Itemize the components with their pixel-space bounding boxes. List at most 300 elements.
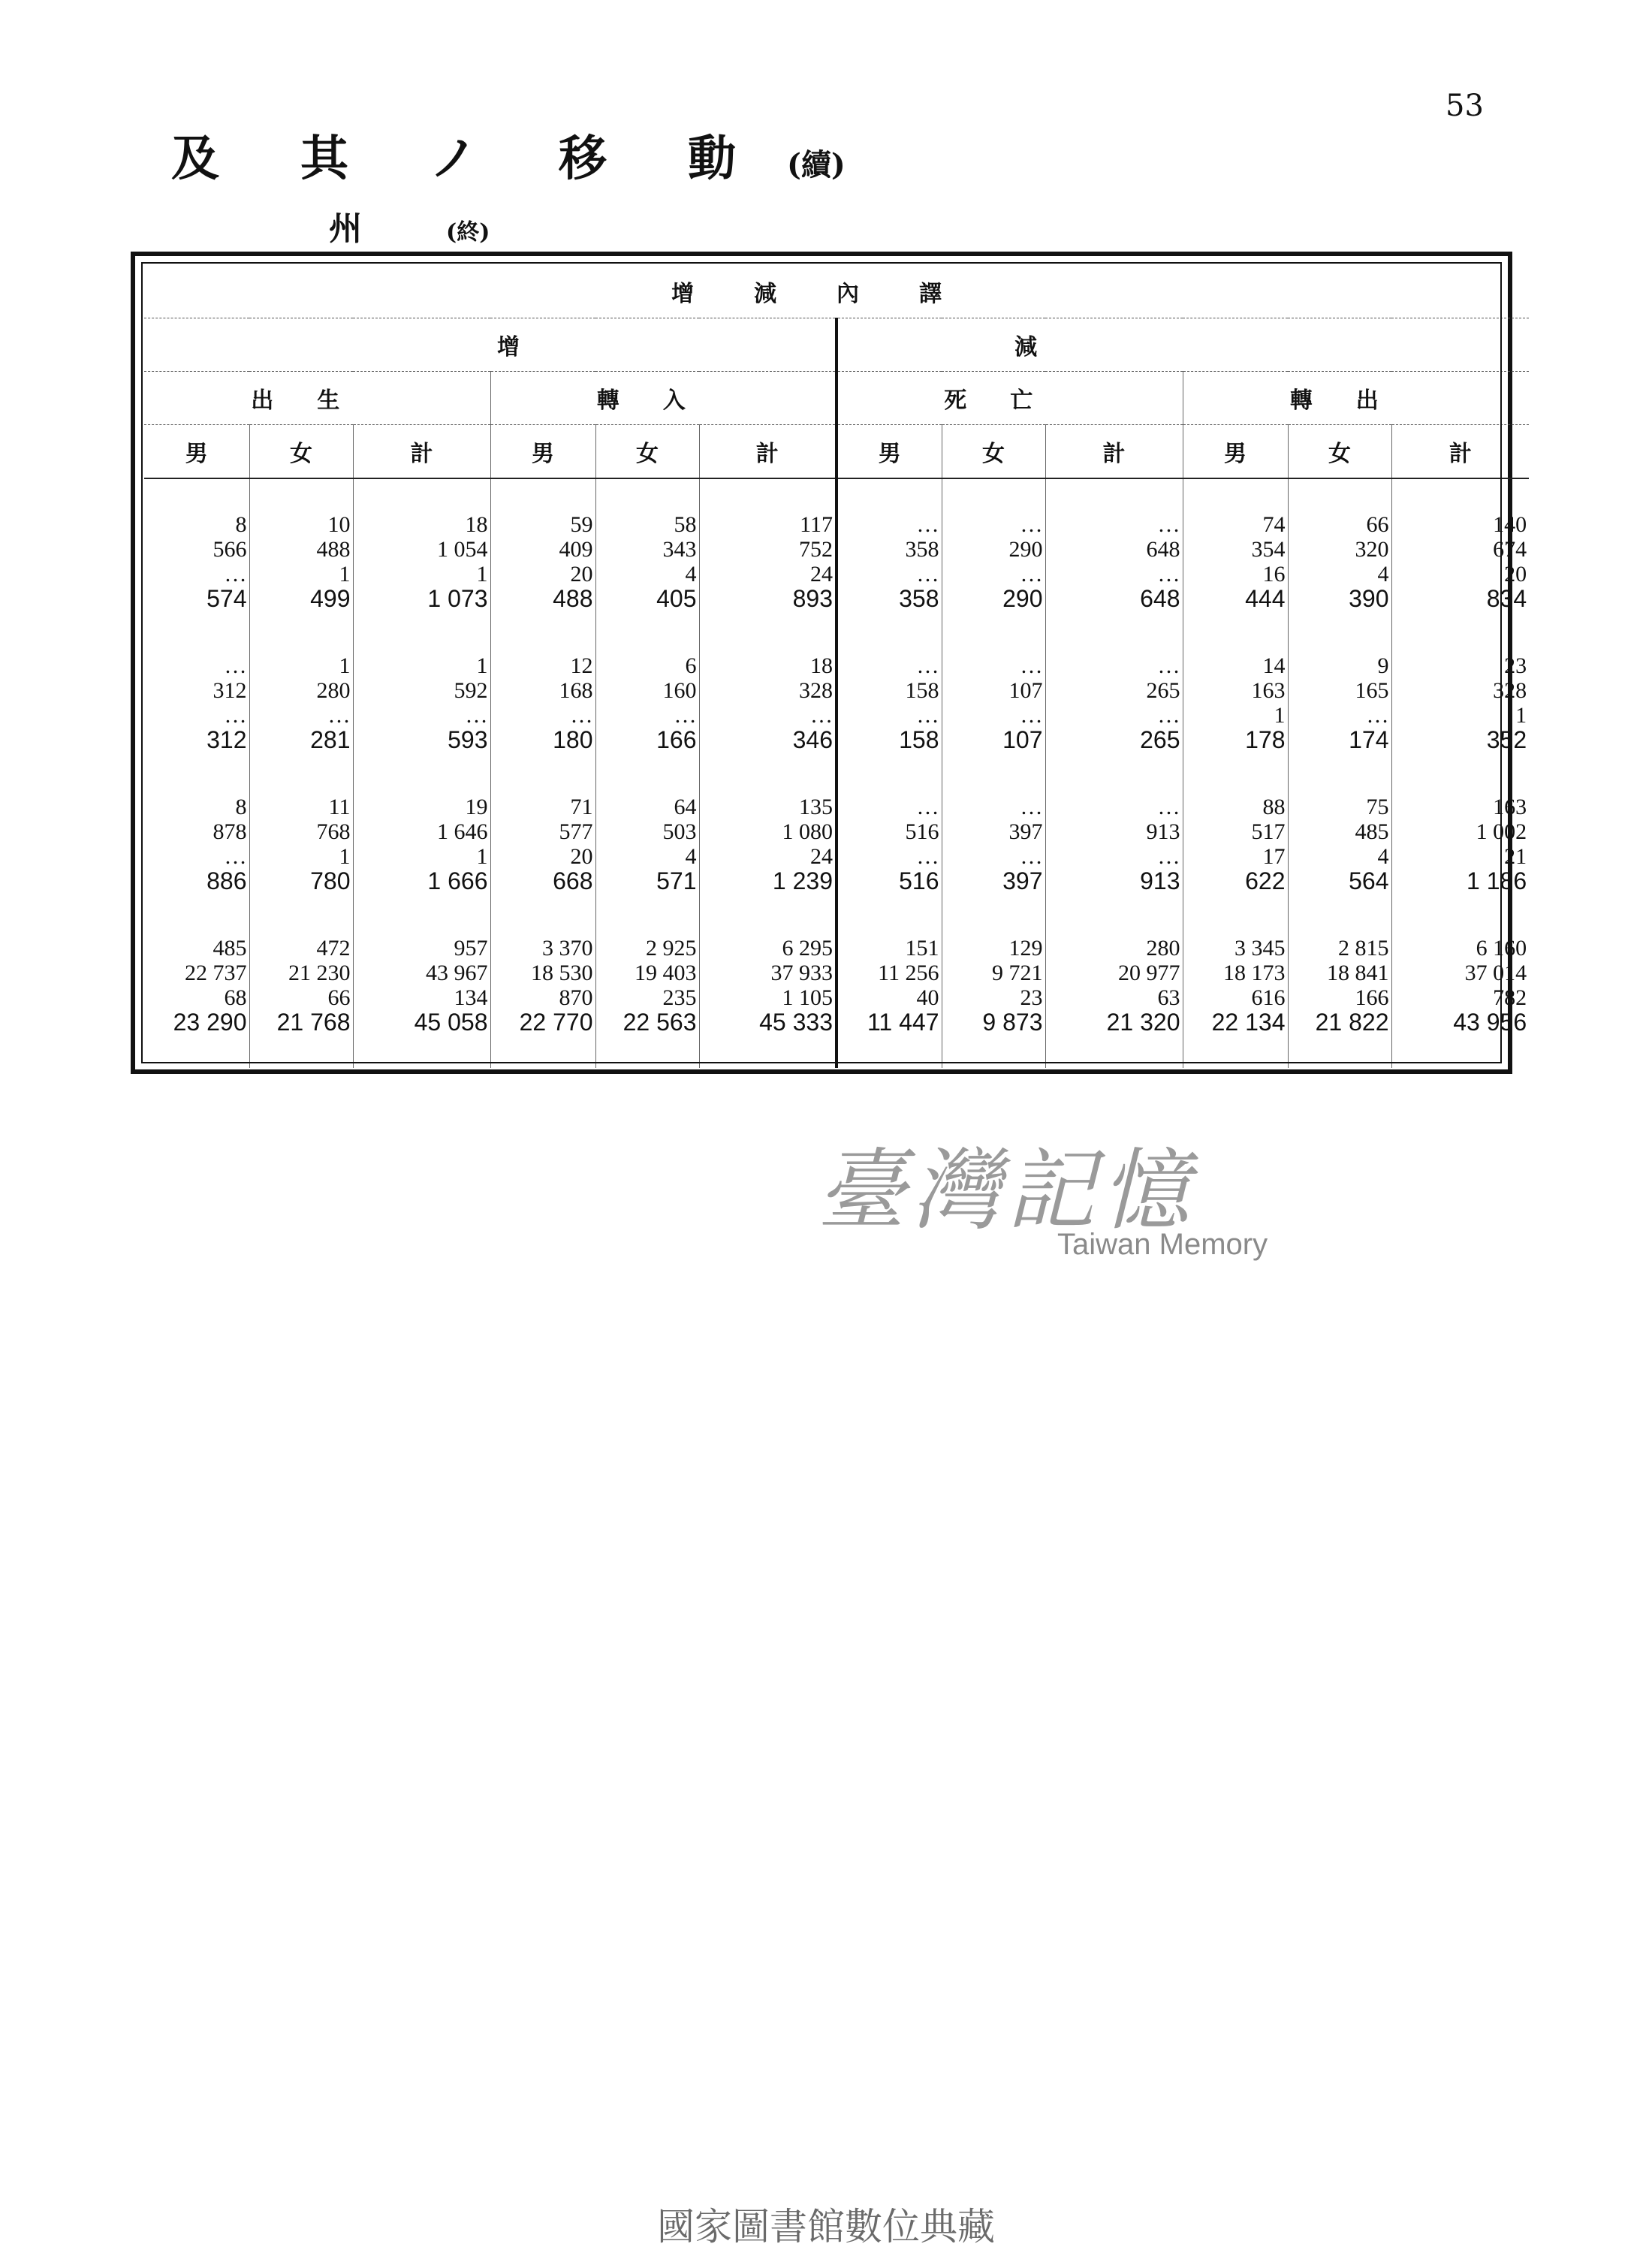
total-cell: 488 <box>490 587 595 611</box>
col-female: 女 <box>249 425 353 479</box>
data-cell: 1 105 <box>699 985 837 1010</box>
gap-cell <box>837 894 942 936</box>
total-cell: 397 <box>942 869 1045 894</box>
total-cell: 21 320 <box>1045 1010 1183 1035</box>
data-cell: 1 080 <box>699 819 837 844</box>
data-cell: 37 933 <box>699 961 837 985</box>
data-cell: 1 054 <box>353 537 490 562</box>
data-cell: … <box>1288 703 1391 728</box>
row-gap <box>144 478 1529 512</box>
data-cell: 20 <box>490 844 595 869</box>
total-cell: 107 <box>942 728 1045 753</box>
data-cell: 9 <box>1288 653 1391 678</box>
col-total: 計 <box>1045 425 1183 479</box>
data-cell: 163 <box>1391 795 1529 819</box>
data-cell: 6 295 <box>699 936 837 961</box>
gap-cell <box>144 478 249 512</box>
data-cell: 312 <box>213 678 247 703</box>
gap-cell <box>144 894 249 936</box>
data-cell: 878 <box>213 819 247 844</box>
row-gap <box>144 753 1529 795</box>
gap-cell <box>490 478 595 512</box>
total-cell: 668 <box>490 869 595 894</box>
data-cell: 8 <box>235 512 247 537</box>
gap-cell <box>353 1035 490 1068</box>
table-row <box>144 703 1529 728</box>
gap-cell <box>1391 894 1529 936</box>
col-female: 女 <box>942 425 1045 479</box>
data-cell: 12 <box>490 653 595 678</box>
col-male: 男 <box>490 425 595 479</box>
data-cell: 129 <box>942 936 1045 961</box>
subtitle-text: 州 <box>329 210 362 248</box>
data-cell: 235 <box>595 985 699 1010</box>
data-cell: 18 841 <box>1288 961 1391 985</box>
data-cell: 14 <box>1183 653 1288 678</box>
gap-cell <box>1045 753 1183 795</box>
data-cell: 168 <box>490 678 595 703</box>
data-cell: 71 <box>490 795 595 819</box>
gap-cell <box>249 611 353 653</box>
table-row <box>144 936 1529 961</box>
gap-cell <box>837 1035 942 1068</box>
data-cell: 358 <box>837 537 942 562</box>
statistics-table-frame <box>131 252 1527 1074</box>
total-cell: 346 <box>699 728 837 753</box>
data-cell: 343 <box>595 537 699 562</box>
col-male: 男 <box>144 425 249 479</box>
col-total: 計 <box>1391 425 1529 479</box>
data-cell: 64 <box>595 795 699 819</box>
gap-cell <box>144 611 249 653</box>
data-cell: 18 <box>699 653 837 678</box>
header-transfer-out: 轉出 <box>1183 372 1529 425</box>
data-cell: … <box>942 512 1045 537</box>
col-total: 計 <box>699 425 837 479</box>
data-cell: 328 <box>1391 678 1529 703</box>
data-cell: 1 <box>249 844 353 869</box>
total-cell: 178 <box>1183 728 1288 753</box>
data-cell: … <box>837 512 942 537</box>
data-cell: … <box>1045 795 1183 819</box>
data-cell: 9 721 <box>942 961 1045 985</box>
row-gap <box>144 1035 1529 1068</box>
title-continued: (續) <box>787 147 846 182</box>
gap-cell <box>595 478 699 512</box>
data-cell: 68 <box>224 985 247 1010</box>
data-cell: … <box>490 703 595 728</box>
total-cell: 1 186 <box>1391 869 1529 894</box>
col-female: 女 <box>595 425 699 479</box>
total-cell: 23 290 <box>173 1009 247 1036</box>
table-row <box>144 1010 1529 1035</box>
gap-cell <box>490 1035 595 1068</box>
total-cell: 834 <box>1391 587 1529 611</box>
gap-cell <box>1183 894 1288 936</box>
data-cell: 870 <box>490 985 595 1010</box>
gap-cell <box>1288 753 1391 795</box>
data-cell: … <box>837 795 942 819</box>
total-cell: 516 <box>837 869 942 894</box>
gap-cell <box>249 478 353 512</box>
gap-cell <box>249 753 353 795</box>
col-total: 計 <box>353 425 490 479</box>
data-cell: 290 <box>942 537 1045 562</box>
gap-cell <box>1183 611 1288 653</box>
total-cell: 593 <box>353 728 490 753</box>
gap-cell <box>942 753 1045 795</box>
gap-cell <box>1045 478 1183 512</box>
data-cell: 140 <box>1391 512 1529 537</box>
data-cell: 17 <box>1183 844 1288 869</box>
gap-cell <box>1183 1035 1288 1068</box>
gap-cell <box>1288 894 1391 936</box>
table-body <box>144 478 1529 1068</box>
gap-cell <box>353 894 490 936</box>
data-cell: 1 646 <box>353 819 490 844</box>
data-cell: 4 <box>1288 562 1391 587</box>
data-cell: 472 <box>249 936 353 961</box>
gap-cell <box>699 753 837 795</box>
total-cell: 622 <box>1183 869 1288 894</box>
total-cell: 21 768 <box>249 1010 353 1035</box>
data-cell: 16 <box>1183 562 1288 587</box>
gap-cell <box>1183 478 1288 512</box>
data-cell: 151 <box>837 936 942 961</box>
data-cell: … <box>942 653 1045 678</box>
gap-cell <box>837 753 942 795</box>
data-cell: … <box>353 703 490 728</box>
total-cell: 405 <box>595 587 699 611</box>
data-cell: 1 <box>249 653 353 678</box>
data-cell: … <box>249 703 353 728</box>
total-cell: 1 073 <box>353 587 490 611</box>
total-cell: 574 <box>206 585 247 612</box>
data-cell: 752 <box>699 537 837 562</box>
data-cell: 1 <box>353 562 490 587</box>
total-cell: 45 058 <box>353 1010 490 1035</box>
data-cell: 165 <box>1288 678 1391 703</box>
gap-cell <box>1288 611 1391 653</box>
col-male: 男 <box>837 425 942 479</box>
data-cell: 75 <box>1288 795 1391 819</box>
gap-cell <box>942 611 1045 653</box>
total-cell: 265 <box>1045 728 1183 753</box>
table-row <box>144 961 1529 985</box>
data-cell: 1 <box>1183 703 1288 728</box>
total-cell: 11 447 <box>837 1010 942 1035</box>
gap-cell <box>699 1035 837 1068</box>
gap-cell <box>595 894 699 936</box>
data-cell: … <box>942 703 1045 728</box>
total-cell: 166 <box>595 728 699 753</box>
data-cell: … <box>1045 653 1183 678</box>
data-cell: 19 403 <box>595 961 699 985</box>
total-cell: 21 822 <box>1288 1010 1391 1035</box>
data-cell: 66 <box>1288 512 1391 537</box>
total-cell: 893 <box>699 587 837 611</box>
data-cell: … <box>699 703 837 728</box>
data-cell: 2 815 <box>1288 936 1391 961</box>
table-row <box>144 985 1529 1010</box>
data-cell: … <box>837 703 942 728</box>
total-cell: 444 <box>1183 587 1288 611</box>
title-char: ノ <box>430 131 478 187</box>
data-cell: 20 <box>1391 562 1529 587</box>
data-cell: 4 <box>595 562 699 587</box>
data-cell: 320 <box>1288 537 1391 562</box>
data-cell: … <box>1045 844 1183 869</box>
row-gap <box>144 894 1529 936</box>
gap-cell <box>249 1035 353 1068</box>
gap-cell <box>595 611 699 653</box>
gap-cell <box>249 894 353 936</box>
data-cell: … <box>942 844 1045 869</box>
header-birth: 出生 <box>144 372 490 425</box>
table-row <box>144 512 1529 537</box>
data-cell: … <box>837 844 942 869</box>
data-cell: 354 <box>1183 537 1288 562</box>
data-cell: 18 <box>353 512 490 537</box>
gap-cell <box>353 478 490 512</box>
gap-cell <box>353 753 490 795</box>
total-cell: 358 <box>837 587 942 611</box>
data-cell: 280 <box>1045 936 1183 961</box>
col-male: 男 <box>1183 425 1288 479</box>
total-cell: 780 <box>249 869 353 894</box>
gap-cell <box>144 1035 249 1068</box>
title-char: 其 <box>300 131 348 187</box>
watermark-chinese: 臺灣記憶 <box>817 1139 1196 1242</box>
total-cell: 564 <box>1288 869 1391 894</box>
data-cell: 166 <box>1288 985 1391 1010</box>
gap-cell <box>942 478 1045 512</box>
data-cell: … <box>837 653 942 678</box>
data-cell: … <box>1045 703 1183 728</box>
data-cell: 485 <box>1288 819 1391 844</box>
header-death: 死亡 <box>837 372 1183 425</box>
data-cell: 117 <box>699 512 837 537</box>
data-cell: 1 <box>249 562 353 587</box>
gap-cell <box>1391 611 1529 653</box>
data-cell: 674 <box>1391 537 1529 562</box>
data-cell: 397 <box>942 819 1045 844</box>
gap-cell <box>144 753 249 795</box>
gap-cell <box>1391 1035 1529 1068</box>
total-cell: 886 <box>206 867 247 894</box>
data-cell: 280 <box>249 678 353 703</box>
data-cell: 135 <box>699 795 837 819</box>
data-cell: 10 <box>249 512 353 537</box>
gap-cell <box>490 894 595 936</box>
data-cell: 88 <box>1183 795 1288 819</box>
total-cell: 9 873 <box>942 1010 1045 1035</box>
data-cell: 23 <box>1391 653 1529 678</box>
total-cell: 913 <box>1045 869 1183 894</box>
table-row <box>144 869 1529 894</box>
total-cell: 499 <box>249 587 353 611</box>
total-cell: 22 134 <box>1183 1010 1288 1035</box>
total-cell: 390 <box>1288 587 1391 611</box>
data-cell: 265 <box>1045 678 1183 703</box>
gap-cell <box>1045 611 1183 653</box>
taiwan-memory-watermark <box>817 1119 1298 1269</box>
data-cell: 768 <box>249 819 353 844</box>
data-cell: 648 <box>1045 537 1183 562</box>
data-cell: … <box>224 562 247 587</box>
gap-cell <box>942 894 1045 936</box>
data-cell: 20 977 <box>1045 961 1183 985</box>
gap-cell <box>837 611 942 653</box>
total-cell: 1 239 <box>699 869 837 894</box>
data-cell: … <box>1045 512 1183 537</box>
data-cell: … <box>942 795 1045 819</box>
data-cell: 37 014 <box>1391 961 1529 985</box>
total-cell: 290 <box>942 587 1045 611</box>
gap-cell <box>699 478 837 512</box>
data-cell: 957 <box>353 936 490 961</box>
gap-cell <box>1288 1035 1391 1068</box>
footer-credit: 國家圖書館數位典藏 <box>657 2205 995 2248</box>
table-row <box>144 819 1529 844</box>
data-cell: 23 <box>942 985 1045 1010</box>
data-cell: 11 <box>249 795 353 819</box>
gap-cell <box>595 753 699 795</box>
header-transfer-in: 轉入 <box>490 372 837 425</box>
watermark-english: Taiwan Memory <box>1057 1228 1268 1261</box>
data-cell: 163 <box>1183 678 1288 703</box>
data-cell: 22 737 <box>185 961 247 985</box>
data-cell: 40 <box>837 985 942 1010</box>
gap-cell <box>595 1035 699 1068</box>
data-cell: 59 <box>490 512 595 537</box>
data-cell: 21 230 <box>249 961 353 985</box>
gap-cell <box>699 611 837 653</box>
data-cell: 592 <box>353 678 490 703</box>
gap-cell <box>1045 1035 1183 1068</box>
total-cell: 1 666 <box>353 869 490 894</box>
data-cell: 328 <box>699 678 837 703</box>
subtitle <box>329 201 490 249</box>
title-char: 及 <box>171 131 219 187</box>
table-row <box>144 587 1529 611</box>
data-cell: 18 530 <box>490 961 595 985</box>
data-cell: 488 <box>249 537 353 562</box>
data-cell: 24 <box>699 562 837 587</box>
data-cell: 2 925 <box>595 936 699 961</box>
data-cell: … <box>224 653 247 678</box>
total-cell: 312 <box>206 726 247 753</box>
total-cell: 45 333 <box>699 1010 837 1035</box>
data-cell: 1 <box>353 844 490 869</box>
data-cell: 782 <box>1391 985 1529 1010</box>
data-cell: 107 <box>942 678 1045 703</box>
data-cell: 3 370 <box>490 936 595 961</box>
data-cell: 24 <box>699 844 837 869</box>
gap-cell <box>353 611 490 653</box>
gap-cell <box>942 1035 1045 1068</box>
gap-cell <box>837 478 942 512</box>
data-cell: 21 <box>1391 844 1529 869</box>
data-cell: 1 002 <box>1391 819 1529 844</box>
data-cell: 160 <box>595 678 699 703</box>
data-cell: 58 <box>595 512 699 537</box>
gap-cell <box>1288 478 1391 512</box>
data-cell: 3 345 <box>1183 936 1288 961</box>
total-cell: 648 <box>1045 587 1183 611</box>
data-cell: 913 <box>1045 819 1183 844</box>
page-number: 53 <box>1446 89 1484 123</box>
data-cell: … <box>224 703 247 728</box>
data-cell: 485 <box>213 936 247 961</box>
total-cell: 158 <box>837 728 942 753</box>
table-row <box>144 537 1529 562</box>
data-cell: 577 <box>490 819 595 844</box>
data-cell: 516 <box>837 819 942 844</box>
page-title <box>171 120 846 189</box>
data-cell: 19 <box>353 795 490 819</box>
data-cell: … <box>942 562 1045 587</box>
total-cell: 174 <box>1288 728 1391 753</box>
data-cell: 66 <box>249 985 353 1010</box>
table-row <box>144 678 1529 703</box>
data-cell: 43 967 <box>353 961 490 985</box>
header-breakdown: 增減內譯 <box>144 265 1529 318</box>
data-cell: 158 <box>837 678 942 703</box>
data-cell: 616 <box>1183 985 1288 1010</box>
total-cell: 180 <box>490 728 595 753</box>
data-cell: … <box>1045 562 1183 587</box>
table-row <box>144 795 1529 819</box>
data-cell: 134 <box>353 985 490 1010</box>
gap-cell <box>1183 753 1288 795</box>
gap-cell <box>1045 894 1183 936</box>
data-cell: 503 <box>595 819 699 844</box>
data-cell: 20 <box>490 562 595 587</box>
data-cell: 74 <box>1183 512 1288 537</box>
header-decrease: 減 <box>837 318 1529 372</box>
data-cell: 8 <box>235 795 247 819</box>
data-cell: … <box>837 562 942 587</box>
header-increase: 增 <box>144 318 837 372</box>
statistics-table <box>144 265 1529 1068</box>
total-cell: 571 <box>595 869 699 894</box>
total-cell: 22 770 <box>490 1010 595 1035</box>
total-cell: 43 956 <box>1391 1010 1529 1035</box>
gap-cell <box>699 894 837 936</box>
gap-cell <box>1391 753 1529 795</box>
subtitle-end: (終) <box>446 219 490 246</box>
data-cell: 6 <box>595 653 699 678</box>
data-cell: 63 <box>1045 985 1183 1010</box>
data-cell: 566 <box>213 537 247 562</box>
data-cell: 517 <box>1183 819 1288 844</box>
data-cell: … <box>595 703 699 728</box>
table-row <box>144 728 1529 753</box>
total-cell: 352 <box>1391 728 1529 753</box>
data-cell: 18 173 <box>1183 961 1288 985</box>
total-cell: 281 <box>249 728 353 753</box>
data-cell: 409 <box>490 537 595 562</box>
data-cell: 4 <box>1288 844 1391 869</box>
data-cell: 6 160 <box>1391 936 1529 961</box>
table-row <box>144 653 1529 678</box>
table-row <box>144 844 1529 869</box>
data-cell: 1 <box>1391 703 1529 728</box>
gap-cell <box>490 611 595 653</box>
data-cell: 1 <box>353 653 490 678</box>
gap-cell <box>490 753 595 795</box>
